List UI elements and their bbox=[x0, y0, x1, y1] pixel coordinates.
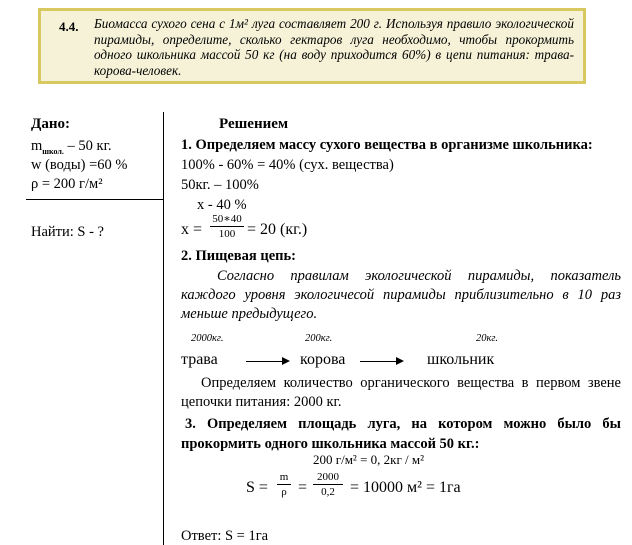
problem-text: Биомасса сухого сена с 1м² луга составляет 200 г. Используя правило экологической пирамиды, определите, сколько гектаров луга необходимо, чтобы прокормить одного школьника массой 50 кг (на воду приходится 60%) в цепи питания: трава-корова-человек. bbox=[94, 16, 574, 78]
chain-item-1: трава bbox=[181, 351, 218, 368]
chain-item-2: корова bbox=[300, 351, 346, 368]
divider-horizontal bbox=[26, 199, 164, 200]
chain-arrow-2 bbox=[360, 361, 402, 362]
formula-numerator: 2000 bbox=[317, 471, 339, 483]
step2-conclusion: Определяем количество органического вещества в первом звене цепочки питания: 2000 кг. bbox=[181, 375, 621, 410]
formula-denominator: 0,2 bbox=[321, 486, 335, 498]
find-line: Найти: S - ? bbox=[31, 224, 104, 240]
divider-vertical bbox=[163, 112, 164, 545]
step1-line1: 100% - 60% = 40% (сух. вещества) bbox=[181, 157, 394, 173]
formula-bar-2 bbox=[313, 484, 343, 485]
formula-bar-1 bbox=[277, 484, 291, 485]
step1-result: = 20 (кг.) bbox=[247, 221, 308, 238]
chain-arrow-1 bbox=[246, 361, 288, 362]
step1-denominator: 100 bbox=[218, 228, 236, 240]
given-mass-subscript: школ. bbox=[42, 146, 64, 156]
chain-item-3: школьник bbox=[427, 351, 495, 368]
given-mass-prefix: m bbox=[31, 138, 43, 154]
step1-fraction bbox=[210, 213, 244, 240]
step2-title: 2. Пищевая цепь: bbox=[181, 248, 297, 264]
given-water: w (воды) =60 % bbox=[31, 157, 128, 173]
step2-rule: Согласно правилам экологической пирамиды, показатель каждого уровня экологичесой пирамиды приблизительно в 10 раз меньше предыдущего. bbox=[181, 268, 621, 322]
formula-fraction-m-rho bbox=[277, 471, 291, 498]
answer: Ответ: S = 1га bbox=[181, 528, 269, 544]
given-mass-value: – 50 кг. bbox=[63, 138, 112, 154]
chain-mass-2: 200кг. bbox=[305, 333, 333, 344]
formula-s: S = bbox=[246, 479, 268, 496]
step3-title: 3. Определяем площадь луга, на котором можно было бы прокормить одного школьника массой 50 кг.: bbox=[181, 416, 621, 452]
chain-mass-3: 20кг. bbox=[476, 333, 498, 344]
formula-result: = 10000 м² = 1га bbox=[350, 479, 461, 496]
given-density: ρ = 200 г/м² bbox=[31, 176, 103, 192]
step1-numerator: 50∗40 bbox=[212, 213, 242, 225]
formula-m: m bbox=[279, 471, 289, 483]
formula-equals: = bbox=[298, 479, 308, 496]
problem-number: 4.4. bbox=[59, 19, 79, 34]
formula-fraction-values bbox=[313, 471, 343, 498]
step1-fraction-bar bbox=[210, 226, 244, 227]
problem-box bbox=[38, 8, 586, 84]
step3-density: 200 г/м² = 0, 2кг / м² bbox=[313, 452, 425, 467]
step1-line3: x - 40 % bbox=[197, 197, 247, 213]
given-mass bbox=[31, 138, 112, 156]
step1-title: 1. Определяем массу сухого вещества в организме школьника: bbox=[181, 137, 593, 153]
step1-line2: 50кг. – 100% bbox=[181, 177, 259, 193]
step1-x: x = bbox=[181, 221, 203, 238]
formula-rho: ρ bbox=[281, 486, 287, 498]
solution-title: Решением bbox=[219, 116, 289, 132]
chain-mass-1: 2000кг. bbox=[191, 333, 224, 344]
given-title: Дано: bbox=[31, 116, 70, 132]
